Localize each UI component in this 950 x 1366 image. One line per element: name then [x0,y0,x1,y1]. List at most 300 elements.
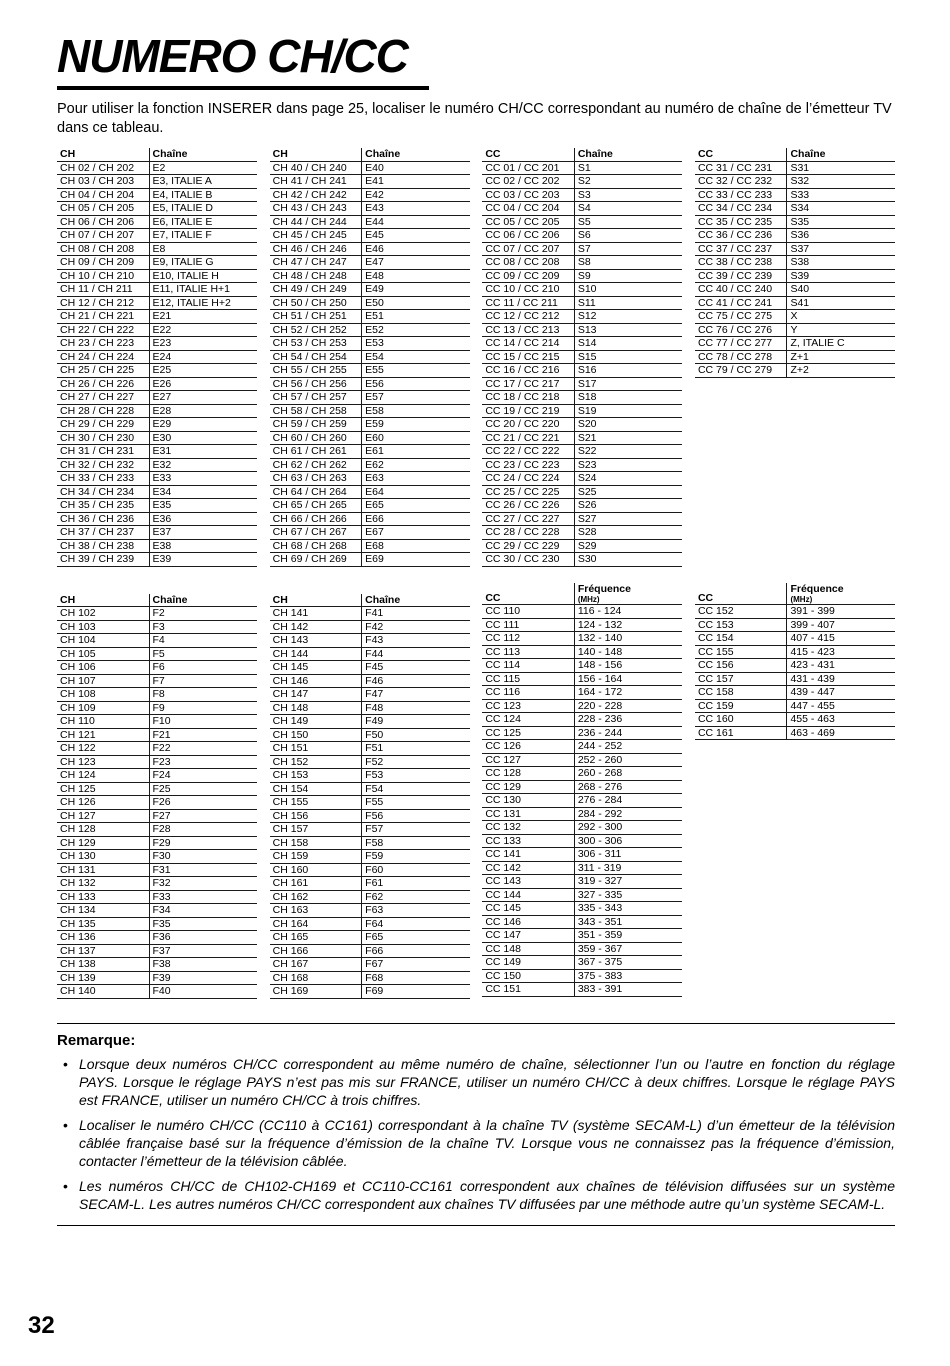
table-header-row [482,148,682,161]
channel-value-cell: 431 - 439 [787,672,895,686]
channel-value-cell: E30 [149,431,257,445]
channel-code-cell: CC 156 [695,659,787,673]
table-row [695,686,895,700]
channel-code-cell: CH 31 / CH 231 [57,445,149,459]
table-row [482,888,682,902]
table-row [270,404,470,418]
channel-value-cell: 300 - 306 [574,834,682,848]
channel-table [695,583,895,741]
channel-value-cell: 244 - 252 [574,740,682,754]
table-row [695,256,895,270]
channel-code-cell: CH 10 / CH 210 [57,269,149,283]
channel-code-cell: CH 34 / CH 234 [57,485,149,499]
table-row [57,877,257,891]
channel-value-cell: 276 - 284 [574,794,682,808]
channel-value-cell: F23 [149,755,257,769]
channel-value-cell: F52 [362,755,470,769]
table-row [57,269,257,283]
channel-value-cell: F67 [362,958,470,972]
table-row [482,431,682,445]
header-text: Chaîne [365,148,401,160]
channel-code-cell: CH 68 / CH 268 [270,539,362,553]
table-row [270,850,470,864]
table-row [695,726,895,740]
channel-code-cell: CH 169 [270,985,362,999]
channel-code-cell: CC 12 / CC 212 [482,310,574,324]
channel-code-cell: CH 37 / CH 237 [57,526,149,540]
channel-value-cell: E21 [149,310,257,324]
table-row [57,607,257,621]
table-row [695,269,895,283]
channel-value-cell: S20 [574,418,682,432]
channel-value-cell: F39 [149,971,257,985]
table-row [270,242,470,256]
channel-code-cell: CH 122 [57,742,149,756]
channel-code-cell: CH 48 / CH 248 [270,269,362,283]
table-row [270,701,470,715]
channel-value-cell: F50 [362,728,470,742]
channel-code-cell: CC 32 / CC 232 [695,175,787,189]
channel-code-cell: CH 57 / CH 257 [270,391,362,405]
channel-value-cell: E25 [149,364,257,378]
channel-code-cell: CH 123 [57,755,149,769]
channel-value-cell: S7 [574,242,682,256]
channel-code-cell: CH 56 / CH 256 [270,377,362,391]
channel-value-cell: S41 [787,296,895,310]
channel-code-cell: CH 157 [270,823,362,837]
channel-value-cell: 292 - 300 [574,821,682,835]
table-row [270,553,470,567]
table-row [482,215,682,229]
channel-value-cell: S9 [574,269,682,283]
table-row [482,512,682,526]
channel-value-cell: 399 - 407 [787,618,895,632]
table-row [270,647,470,661]
channel-code-cell: CC 160 [695,713,787,727]
table-row [482,861,682,875]
channel-code-cell: CC 141 [482,848,574,862]
channel-value-cell: S4 [574,202,682,216]
table-row [270,809,470,823]
channel-code-cell: CC 155 [695,645,787,659]
table-row [270,215,470,229]
channel-code-cell: CH 134 [57,904,149,918]
channel-code-cell: CH 148 [270,701,362,715]
table-row [482,713,682,727]
channel-value-cell: F49 [362,715,470,729]
channel-value-cell: S31 [787,161,895,175]
channel-value-cell: E49 [362,283,470,297]
channel-value-cell: Z, ITALIE C [787,337,895,351]
channel-code-cell: CH 124 [57,769,149,783]
table-row [695,713,895,727]
table-row [270,958,470,972]
channel-code-cell: CH 54 / CH 254 [270,350,362,364]
table-row [270,337,470,351]
table-row [57,850,257,864]
table-row [695,188,895,202]
channel-code-cell: CC 20 / CC 220 [482,418,574,432]
table-row [695,296,895,310]
table-row [57,553,257,567]
table-row [270,229,470,243]
channel-code-cell: CH 61 / CH 261 [270,445,362,459]
table-row [482,767,682,781]
channel-value-cell: S14 [574,337,682,351]
channel-code-cell: CC 145 [482,902,574,916]
channel-code-cell: CC 123 [482,699,574,713]
channel-value-cell: E48 [362,269,470,283]
channel-value-cell: E58 [362,404,470,418]
table-row [482,404,682,418]
table-row [482,848,682,862]
table-row [57,404,257,418]
channel-value-cell: 375 - 383 [574,969,682,983]
table-row [57,512,257,526]
channel-value-cell: F69 [362,985,470,999]
channel-value-cell: S16 [574,364,682,378]
channel-value-cell: F66 [362,944,470,958]
channel-code-cell: CH 162 [270,890,362,904]
header-text: Chaîne [152,148,188,160]
table-row [270,188,470,202]
table-row [482,377,682,391]
channel-value-cell: 383 - 391 [574,983,682,997]
table-row [695,283,895,297]
table-row [270,863,470,877]
table-row [270,526,470,540]
channel-value-cell: F68 [362,971,470,985]
table-row [270,836,470,850]
channel-value-cell: 455 - 463 [787,713,895,727]
remark-item: • Localiser le numéro CH/CC (CC110 à CC161) correspondant à la chaîne TV (système SECAM-L) d’un émetteur de la télévision câblée française basé sur la fréquence d’émission de la chaîne TV. Lorsque vous ne connaissez pas la fréquence d’émission, contacter l’émetteur de la télévision câblée. [79,1116,895,1170]
header-subtext: (MHz) [790,595,813,604]
channel-value-cell: 284 - 292 [574,807,682,821]
channel-code-cell: CH 159 [270,850,362,864]
channel-code-cell: CC 111 [482,618,574,632]
channel-value-cell: F8 [149,688,257,702]
channel-code-cell: CH 45 / CH 245 [270,229,362,243]
channel-value-cell: E7, ITALIE F [149,229,257,243]
channel-value-cell: F4 [149,634,257,648]
channel-code-cell: CC 132 [482,821,574,835]
channel-value-cell: E23 [149,337,257,351]
header-text: CC [485,148,501,160]
channel-value-cell: E5, ITALIE D [149,202,257,216]
channel-value-cell: F27 [149,809,257,823]
table-row [57,742,257,756]
channel-value-cell: F33 [149,890,257,904]
channel-value-cell: E29 [149,418,257,432]
channel-code-cell: CC 33 / CC 233 [695,188,787,202]
channel-code-cell: CH 33 / CH 233 [57,472,149,486]
table-row [270,161,470,175]
table-row [270,269,470,283]
channel-code-cell: CH 59 / CH 259 [270,418,362,432]
table-row [695,645,895,659]
channel-value-cell: Z+2 [787,364,895,378]
channel-code-cell: CH 135 [57,917,149,931]
channel-value-cell: 359 - 367 [574,942,682,956]
channel-code-cell: CH 38 / CH 238 [57,539,149,553]
channel-code-cell: CH 151 [270,742,362,756]
channel-code-cell: CC 41 / CC 241 [695,296,787,310]
channel-code-cell: CH 127 [57,809,149,823]
channel-value-cell: F57 [362,823,470,837]
channel-code-cell: CC 159 [695,699,787,713]
channel-code-cell: CH 07 / CH 207 [57,229,149,243]
channel-code-cell: CC 10 / CC 210 [482,283,574,297]
table-row [57,296,257,310]
table-row [270,485,470,499]
table-row [482,188,682,202]
table-row [270,877,470,891]
channel-value-cell: 228 - 236 [574,713,682,727]
channel-value-cell: F36 [149,931,257,945]
table-header-row [57,594,257,607]
channel-code-cell: CH 25 / CH 225 [57,364,149,378]
channel-code-cell: CH 47 / CH 247 [270,256,362,270]
table-row [482,740,682,754]
channel-code-cell: CH 11 / CH 211 [57,283,149,297]
channel-value-cell: 343 - 351 [574,915,682,929]
channel-value-cell: E24 [149,350,257,364]
channel-value-cell: S22 [574,445,682,459]
channel-value-cell: E34 [149,485,257,499]
table-row [270,661,470,675]
channel-value-cell: E67 [362,526,470,540]
channel-value-cell: F62 [362,890,470,904]
channel-value-cell: S23 [574,458,682,472]
table-row [57,809,257,823]
channel-value-cell: 407 - 415 [787,632,895,646]
header-text: CH [272,593,288,606]
channel-code-cell: CC 37 / CC 237 [695,242,787,256]
channel-value-cell: S36 [787,229,895,243]
table-row [482,472,682,486]
table-row [482,310,682,324]
table-row [695,323,895,337]
table-row [270,904,470,918]
table-row [270,742,470,756]
table-row [482,364,682,378]
channel-code-cell: CH 05 / CH 205 [57,202,149,216]
channel-code-cell: CC 18 / CC 218 [482,391,574,405]
channel-code-cell: CH 109 [57,701,149,715]
table-row [482,458,682,472]
channel-code-cell: CH 129 [57,836,149,850]
channel-code-cell: CH 106 [57,661,149,675]
channel-value-cell: 164 - 172 [574,686,682,700]
channel-code-cell: CH 51 / CH 251 [270,310,362,324]
channel-code-cell: CH 105 [57,647,149,661]
channel-value-cell: S39 [787,269,895,283]
table-row [57,796,257,810]
table-row [695,659,895,673]
channel-table [482,583,682,997]
table-row [482,485,682,499]
channel-value-cell: S5 [574,215,682,229]
channel-value-cell: S8 [574,256,682,270]
channel-value-cell: S29 [574,539,682,553]
channel-code-cell: CH 128 [57,823,149,837]
title-underline [57,86,429,90]
table-row [482,269,682,283]
table-row [270,391,470,405]
channel-code-cell: CH 108 [57,688,149,702]
table-header-row [482,583,682,605]
remark-item: • Les numéros CH/CC de CH102-CH169 et CC110-CC161 correspondent aux chaînes de télévision diffusées sur un système SECAM-L. Les autres numéros CH/CC correspondent aux chaînes TV diffusées par une méthode autre qu’un système SECAM-L. [79,1177,895,1213]
channel-code-cell: CC 31 / CC 231 [695,161,787,175]
channel-code-cell: CH 155 [270,796,362,810]
table-header-cell [57,148,149,161]
table-header-cell [57,594,149,607]
table-row [270,755,470,769]
table-row [57,769,257,783]
channel-code-cell: CH 40 / CH 240 [270,161,362,175]
channel-code-cell: CC 02 / CC 202 [482,175,574,189]
header-text: Fréquence [577,582,631,595]
table-row [695,202,895,216]
table-header-cell [270,148,362,161]
channel-value-cell: E37 [149,526,257,540]
channel-value-cell: E64 [362,485,470,499]
channel-value-cell: 319 - 327 [574,875,682,889]
channel-code-cell: CC 76 / CC 276 [695,323,787,337]
channel-value-cell: 140 - 148 [574,645,682,659]
table-row [270,917,470,931]
channel-table [57,148,257,567]
channel-value-cell: E53 [362,337,470,351]
channel-value-cell: F59 [362,850,470,864]
table-row [57,350,257,364]
channel-code-cell: CH 149 [270,715,362,729]
table-header-cell [574,148,682,161]
table-header-cell [362,148,470,161]
channel-code-cell: CH 166 [270,944,362,958]
table-row [57,215,257,229]
channel-code-cell: CH 145 [270,661,362,675]
channel-code-cell: CC 130 [482,794,574,808]
channel-value-cell: S11 [574,296,682,310]
channel-value-cell: F35 [149,917,257,931]
channel-value-cell: X [787,310,895,324]
table-row [482,659,682,673]
table-row [695,364,895,378]
channel-code-cell: CC 04 / CC 204 [482,202,574,216]
table-row [57,499,257,513]
channel-code-cell: CC 147 [482,929,574,943]
channel-code-cell: CC 125 [482,726,574,740]
table-row [482,956,682,970]
table-header-row [695,583,895,605]
table-row [270,458,470,472]
channel-code-cell: CH 32 / CH 232 [57,458,149,472]
channel-code-cell: CC 158 [695,686,787,700]
table-row [270,634,470,648]
channel-value-cell: F29 [149,836,257,850]
channel-code-cell: CH 52 / CH 252 [270,323,362,337]
channel-code-cell: CC 79 / CC 279 [695,364,787,378]
channel-code-cell: CH 67 / CH 267 [270,526,362,540]
channel-value-cell: S32 [787,175,895,189]
channel-value-cell: E61 [362,445,470,459]
channel-code-cell: CC 152 [695,605,787,619]
table-header-row [270,594,470,607]
table-row [270,620,470,634]
channel-code-cell: CC 22 / CC 222 [482,445,574,459]
channel-code-cell: CH 158 [270,836,362,850]
table-row [270,688,470,702]
table-row [695,618,895,632]
table-row [57,904,257,918]
channel-value-cell: E43 [362,202,470,216]
table-row [695,242,895,256]
table-row [57,526,257,540]
table-header-cell [695,583,787,605]
channel-table [270,148,470,567]
channel-code-cell: CC 07 / CC 207 [482,242,574,256]
table-row [57,701,257,715]
channel-value-cell: E51 [362,310,470,324]
channel-code-cell: CC 40 / CC 240 [695,283,787,297]
table-row [57,539,257,553]
channel-value-cell: S35 [787,215,895,229]
channel-value-cell: F10 [149,715,257,729]
channel-code-cell: CC 128 [482,767,574,781]
channel-value-cell: S34 [787,202,895,216]
channel-code-cell: CH 42 / CH 242 [270,188,362,202]
table-row [57,445,257,459]
table-row [482,780,682,794]
channel-value-cell: F34 [149,904,257,918]
channel-code-cell: CH 130 [57,850,149,864]
channel-value-cell: S21 [574,431,682,445]
channel-code-cell: CC 112 [482,632,574,646]
table-row [482,753,682,767]
channel-value-cell: E36 [149,512,257,526]
channel-code-cell: CH 154 [270,782,362,796]
table-row [482,499,682,513]
channel-value-cell: E2 [149,161,257,175]
table-row [695,337,895,351]
remarks-list [57,1055,895,1213]
channel-value-cell: S6 [574,229,682,243]
channel-value-cell: S18 [574,391,682,405]
channel-value-cell: F43 [362,634,470,648]
channel-code-cell: CC 17 / CC 217 [482,377,574,391]
channel-value-cell: E42 [362,188,470,202]
channel-code-cell: CH 142 [270,620,362,634]
table-row [270,607,470,621]
channel-value-cell: E69 [362,553,470,567]
channel-code-cell: CH 133 [57,890,149,904]
table-row [482,418,682,432]
table-row [482,699,682,713]
channel-code-cell: CC 34 / CC 234 [695,202,787,216]
channel-value-cell: 132 - 140 [574,632,682,646]
channel-code-cell: CC 29 / CC 229 [482,539,574,553]
channel-code-cell: CC 36 / CC 236 [695,229,787,243]
channel-value-cell: E60 [362,431,470,445]
channel-value-cell: F55 [362,796,470,810]
table-row [270,350,470,364]
channel-code-cell: CH 160 [270,863,362,877]
channel-value-cell: F37 [149,944,257,958]
channel-tables-top [57,148,895,567]
channel-value-cell: E6, ITALIE E [149,215,257,229]
remarks-heading: Remarque: [57,1031,136,1049]
